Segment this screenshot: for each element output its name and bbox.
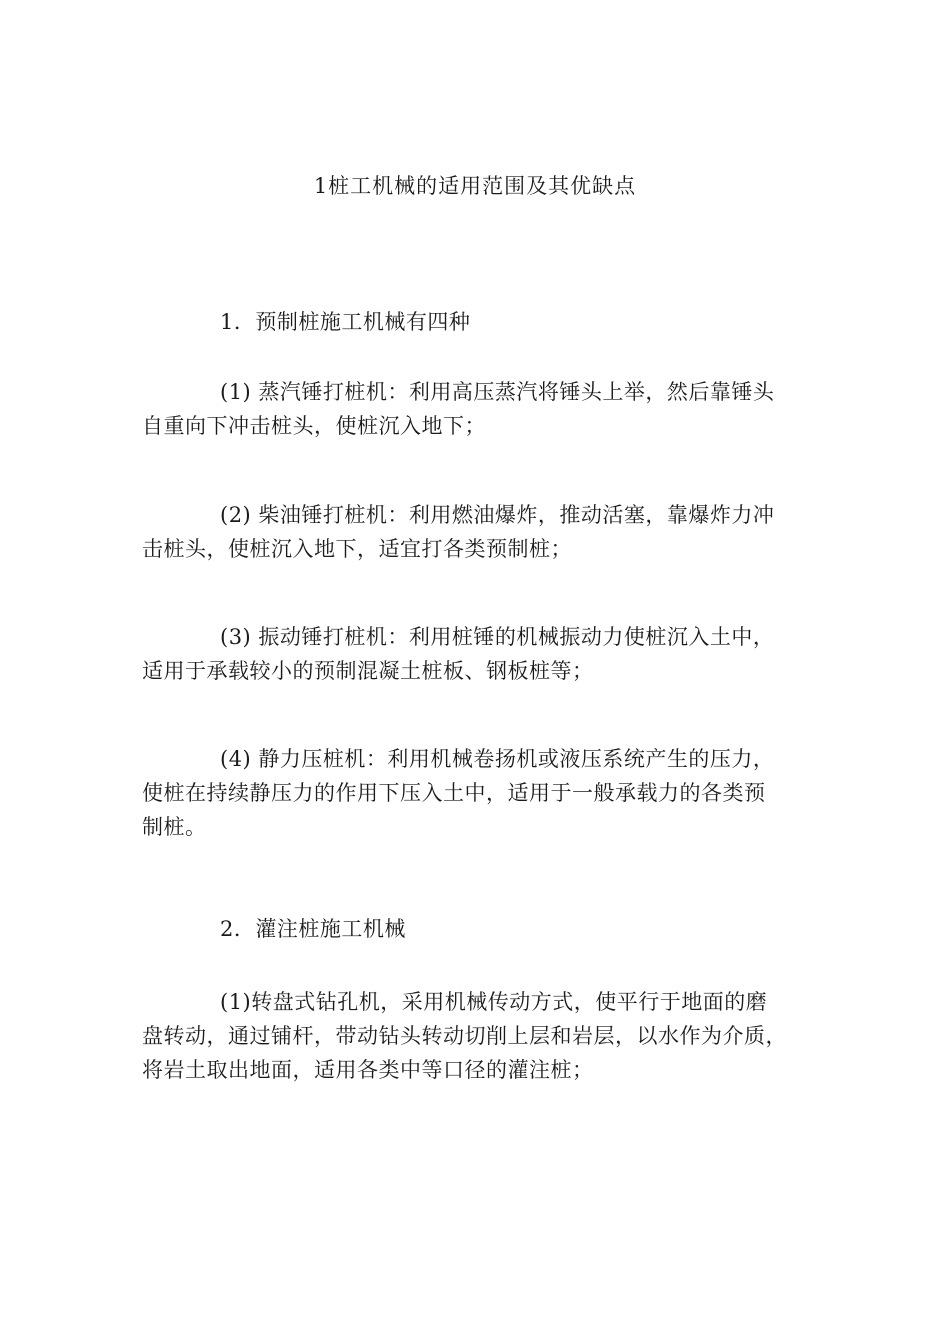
paragraph-1	[142, 305, 822, 339]
paragraph-line: 1．预制桩施工机械有四种	[220, 310, 471, 334]
page-title: 1桩工机械的适用范围及其优缺点	[313, 174, 637, 198]
paragraph-6	[142, 912, 822, 946]
paragraph-line: (2) 柴油锤打桩机：利用燃油爆炸，推动活塞，靠爆炸力冲	[220, 503, 775, 527]
paragraph-5	[142, 742, 822, 844]
paragraph-7	[142, 985, 822, 1087]
paragraph-line: 2．灌注桩施工机械	[220, 917, 406, 941]
paragraph-line: 使桩在持续静压力的作用下压入土中，适用于一般承载力的各类预	[142, 781, 766, 805]
paragraph-line: 制桩。	[142, 815, 207, 839]
paragraph-line: (1)转盘式钻孔机，采用机械传动方式，使平行于地面的磨	[220, 990, 768, 1014]
paragraph-line: 盘转动，通过铺杆，带动钻头转动切削上层和岩层，以水作为介质，	[142, 1024, 787, 1048]
paragraph-line: (4) 静力压桩机：利用机械卷扬机或液压系统产生的压力，	[220, 747, 775, 771]
paragraph-4	[142, 620, 822, 688]
paragraph-line: (3) 振动锤打桩机：利用桩锤的机械振动力使桩沉入土中，	[220, 625, 775, 649]
paragraph-3	[142, 498, 822, 566]
paragraph-line: 将岩土取出地面，适用各类中等口径的灌注桩；	[142, 1058, 594, 1082]
paragraph-line: 自重向下冲击桩头，使桩沉入地下；	[142, 414, 486, 438]
paragraph-line: (1) 蒸汽锤打桩机：利用高压蒸汽将锤头上举，然后靠锤头	[220, 380, 775, 404]
paragraph-2	[142, 375, 822, 443]
paragraph-line: 适用于承载较小的预制混凝土桩板、钢板桩等；	[142, 659, 594, 683]
paragraph-line: 击桩头，使桩沉入地下，适宜打各类预制桩；	[142, 537, 572, 561]
